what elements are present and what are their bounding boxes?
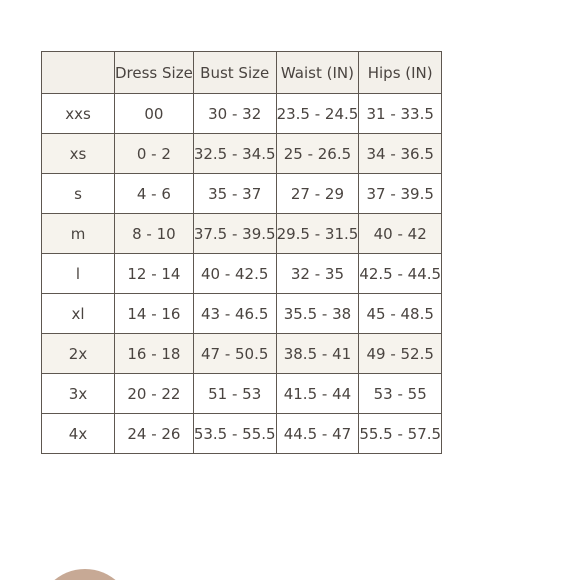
table-row <box>42 254 442 294</box>
waist-cell: 25 - 26.5 <box>276 134 359 174</box>
table-row <box>42 334 442 374</box>
table-row <box>42 414 442 454</box>
dress-size-cell: 20 - 22 <box>115 374 194 414</box>
table-row <box>42 214 442 254</box>
hips-cell: 49 - 52.5 <box>359 334 442 374</box>
table-row <box>42 374 442 414</box>
size-label-cell: 4x <box>42 414 115 454</box>
table-row <box>42 94 442 134</box>
hips-cell: 45 - 48.5 <box>359 294 442 334</box>
size-chart-table <box>41 51 442 454</box>
size-label-cell: m <box>42 214 115 254</box>
dress-size-cell: 16 - 18 <box>115 334 194 374</box>
bust-size-cell: 32.5 - 34.5 <box>193 134 276 174</box>
table-row <box>42 174 442 214</box>
waist-cell: 41.5 - 44 <box>276 374 359 414</box>
dress-size-cell: 4 - 6 <box>115 174 194 214</box>
bust-size-cell: 37.5 - 39.5 <box>193 214 276 254</box>
waist-cell: 35.5 - 38 <box>276 294 359 334</box>
bust-size-cell: 53.5 - 55.5 <box>193 414 276 454</box>
dress-size-cell: 00 <box>115 94 194 134</box>
hips-cell: 55.5 - 57.5 <box>359 414 442 454</box>
hips-cell: 34 - 36.5 <box>359 134 442 174</box>
bust-size-cell: 35 - 37 <box>193 174 276 214</box>
dress-size-cell: 0 - 2 <box>115 134 194 174</box>
size-label-cell: xxs <box>42 94 115 134</box>
hips-cell: 37 - 39.5 <box>359 174 442 214</box>
header-cell-dress-size: Dress Size <box>115 52 194 94</box>
bust-size-cell: 30 - 32 <box>193 94 276 134</box>
bust-size-cell: 43 - 46.5 <box>193 294 276 334</box>
waist-cell: 23.5 - 24.5 <box>276 94 359 134</box>
hips-cell: 42.5 - 44.5 <box>359 254 442 294</box>
header-row <box>42 52 442 94</box>
waist-cell: 32 - 35 <box>276 254 359 294</box>
size-label-cell: 2x <box>42 334 115 374</box>
table-row <box>42 294 442 334</box>
bust-size-cell: 51 - 53 <box>193 374 276 414</box>
waist-cell: 44.5 - 47 <box>276 414 359 454</box>
hips-cell: 53 - 55 <box>359 374 442 414</box>
bust-size-cell: 47 - 50.5 <box>193 334 276 374</box>
hips-cell: 40 - 42 <box>359 214 442 254</box>
size-label-cell: 3x <box>42 374 115 414</box>
header-cell-waist: Waist (IN) <box>276 52 359 94</box>
bust-size-cell: 40 - 42.5 <box>193 254 276 294</box>
waist-cell: 27 - 29 <box>276 174 359 214</box>
size-label-cell: xl <box>42 294 115 334</box>
dress-size-cell: 12 - 14 <box>115 254 194 294</box>
decorative-circle <box>37 569 133 580</box>
table-row <box>42 134 442 174</box>
waist-cell: 29.5 - 31.5 <box>276 214 359 254</box>
header-cell-hips: Hips (IN) <box>359 52 442 94</box>
size-label-cell: xs <box>42 134 115 174</box>
dress-size-cell: 14 - 16 <box>115 294 194 334</box>
hips-cell: 31 - 33.5 <box>359 94 442 134</box>
dress-size-cell: 8 - 10 <box>115 214 194 254</box>
header-cell-size <box>42 52 115 94</box>
size-label-cell: s <box>42 174 115 214</box>
header-cell-bust-size: Bust Size <box>193 52 276 94</box>
size-label-cell: l <box>42 254 115 294</box>
dress-size-cell: 24 - 26 <box>115 414 194 454</box>
waist-cell: 38.5 - 41 <box>276 334 359 374</box>
